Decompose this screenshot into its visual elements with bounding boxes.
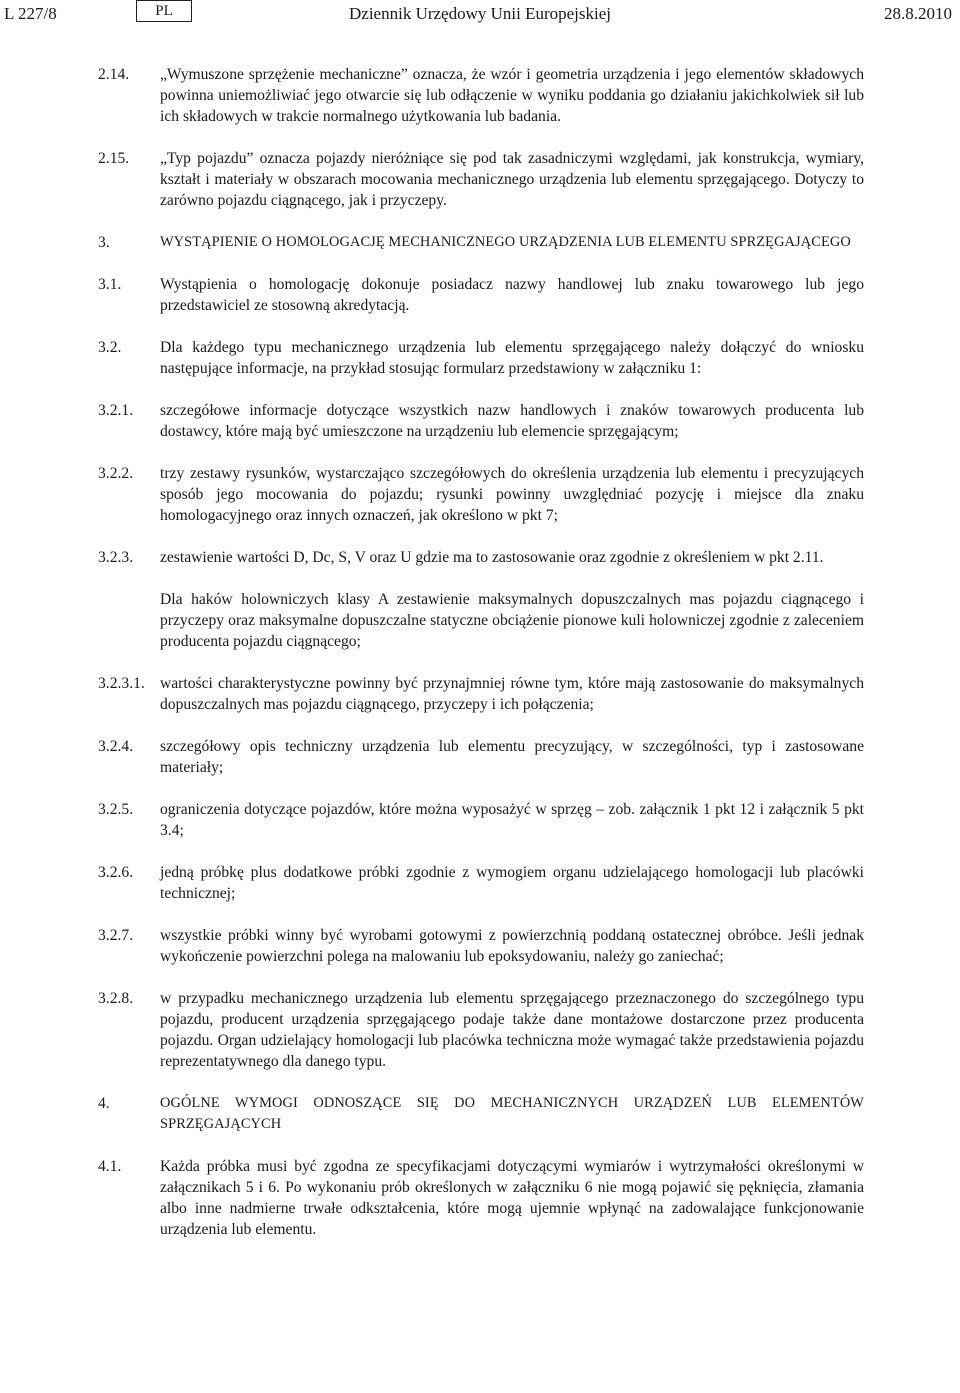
numbered-paragraph bbox=[98, 463, 864, 526]
paragraph-number: 3.2.3.1. bbox=[98, 675, 145, 692]
paragraph-number: 3. bbox=[98, 234, 110, 251]
language-box: PL bbox=[136, 0, 192, 22]
numbered-paragraph bbox=[98, 736, 864, 778]
paragraph-number: 3.2.5. bbox=[98, 801, 134, 818]
paragraph-text bbox=[160, 1093, 864, 1135]
paragraph-number: 3.2. bbox=[98, 339, 122, 356]
paragraph-number: 3.2.6. bbox=[98, 864, 134, 881]
paragraph-line: w przypadku mechanicznego urządzenia lub elementu sprzęgającego przeznaczonego do szczególnego typu pojazdu, producent urządzenia sprzęgającego podaje także dane montażowe dostarczone przez producenta pojazdu. Organ udzielający homologacji lub placówka techniczna może wymagać także przedstawienia pojazdu reprezentatywnego dla danego typu. bbox=[160, 990, 864, 1070]
paragraph-line: „Typ pojazdu” oznacza pojazdy nieróżniące się pod tak zasadniczymi względami, jak konstrukcja, wymiary, kształt i materiały w obszarach mocowania mechanicznego urządzenia lub elementu sprzęgającego. Dotyczy to zarówno pojazdu ciągnącego, jak i przyczepy. bbox=[160, 150, 864, 209]
paragraph-line: Wystąpienia o homologację dokonuje posiadacz nazwy handlowej lub znaku towarowego lub jego przedstawiciel ze stosowną akredytacją. bbox=[160, 276, 864, 314]
paragraph-text bbox=[160, 274, 864, 316]
numbered-paragraph bbox=[98, 862, 864, 904]
numbered-paragraph bbox=[98, 925, 864, 967]
paragraph-number: 3.2.2. bbox=[98, 465, 134, 482]
paragraph-text bbox=[160, 547, 864, 652]
paragraph-text bbox=[160, 337, 864, 379]
paragraph-text bbox=[160, 64, 864, 127]
paragraph-line: wszystkie próbki winny być wyrobami gotowymi z powierzchnią poddaną ostatecznej obróbce. Jeśli jednak wykończenie powierzchni polega na malowaniu lub epoksydowaniu, należy go zaniechać; bbox=[160, 927, 864, 965]
journal-title: Dziennik Urzędowy Unii Europejskiej bbox=[349, 4, 612, 23]
paragraph-text bbox=[160, 799, 864, 841]
paragraph-line: szczegółowy opis techniczny urządzenia lub elementu precyzujący, w szczególności, typ i zastosowane materiały; bbox=[160, 738, 864, 776]
page-number: L 227/8 bbox=[4, 4, 57, 23]
paragraph-number: 3.2.4. bbox=[98, 738, 134, 755]
paragraph-text bbox=[160, 862, 864, 904]
numbered-paragraph bbox=[98, 988, 864, 1072]
paragraph-text bbox=[160, 673, 864, 715]
paragraph-line: Dla haków holowniczych klasy A zestawienie maksymalnych dopuszczalnych mas pojazdu ciągnącego i przyczepy oraz maksymalne dopuszczalne statyczne obciążenie pionowe kuli holowniczej zgodnie z zaleceniem producenta pojazdu ciągnącego; bbox=[160, 591, 864, 650]
paragraph-text bbox=[160, 1156, 864, 1240]
paragraph-line: szczegółowe informacje dotyczące wszystkich nazw handlowych i znaków towarowych producenta lub dostawcy, które mają być umieszczone na urządzeniu lub elemencie sprzęgającym; bbox=[160, 402, 864, 440]
numbered-paragraph bbox=[98, 547, 864, 652]
numbered-paragraph bbox=[98, 1156, 864, 1240]
paragraph-line: WYSTĄPIENIE O HOMOLOGACJĘ MECHANICZNEGO URZĄDZENIA LUB ELEMENTU SPRZĘGAJĄCEGO bbox=[160, 234, 851, 250]
paragraph-line: trzy zestawy rysunków, wystarczająco szczegółowych do określenia urządzenia lub elementu i precyzujących sposób jego mocowania do pojazdu; rysunki powinny uwzględniać pozycję i miejsce dla znaku homologacyjnego oraz innych oznaczeń, jak określono w pkt 7; bbox=[160, 465, 864, 524]
paragraph-line: Każda próbka musi być zgodna ze specyfikacjami dotyczącymi wymiarów i wytrzymałości określonymi w załącznikach 5 i 6. Po wykonaniu prób określonych w załączniku 6 nie mogą pojawić się pęknięcia, złamania albo inne nadmierne trwałe odkształcenia, które mogą ujemnie wpłynąć na zadowalające funkcjonowanie urządzenia lub elementu. bbox=[160, 1158, 864, 1238]
numbered-paragraph bbox=[98, 274, 864, 316]
paragraph-text bbox=[160, 148, 864, 211]
paragraph-number: 2.15. bbox=[98, 150, 130, 167]
numbered-paragraph bbox=[98, 64, 864, 127]
paragraph-number: 3.2.7. bbox=[98, 927, 134, 944]
paragraph-text bbox=[160, 925, 864, 967]
paragraph-line: zestawienie wartości D, Dc, S, V oraz U gdzie ma to zastosowanie oraz zgodnie z określeniem w pkt 2.11. bbox=[160, 549, 824, 566]
paragraph-number: 3.2.1. bbox=[98, 402, 134, 419]
paragraph-line: OGÓLNE WYMOGI ODNOSZĄCE SIĘ DO MECHANICZNYCH URZĄDZEŃ LUB ELEMENTÓW SPRZĘGAJĄCYCH bbox=[160, 1095, 864, 1132]
document-body bbox=[98, 64, 864, 1261]
paragraph-number: 4. bbox=[98, 1095, 110, 1112]
paragraph-number: 3.2.8. bbox=[98, 990, 134, 1007]
paragraph-text bbox=[160, 736, 864, 778]
section-heading bbox=[98, 232, 864, 253]
paragraph-line: jedną próbkę plus dodatkowe próbki zgodnie z wymogiem organu udzielającego homologacji lub placówki technicznej; bbox=[160, 864, 864, 902]
paragraph-text bbox=[160, 400, 864, 442]
paragraph-number: 4.1. bbox=[98, 1158, 122, 1175]
paragraph-number: 3.1. bbox=[98, 276, 122, 293]
paragraph-text bbox=[160, 232, 864, 253]
paragraph-line: „Wymuszone sprzężenie mechaniczne” oznacza, że wzór i geometria urządzenia i jego elementów składowych powinna uniemożliwiać jego otwarcie się lub odłączenie w wyniku poddania go działaniu jakichkolwiek sił lub ich składowych w trakcie normalnego użytkowania lub badania. bbox=[160, 66, 864, 125]
numbered-paragraph bbox=[98, 673, 864, 715]
paragraph-line: wartości charakterystyczne powinny być przynajmniej równe tym, które mają zastosowanie do maksymalnych dopuszczalnych mas pojazdu ciągnącego, przyczepy i ich połączenia; bbox=[160, 675, 864, 713]
section-heading bbox=[98, 1093, 864, 1135]
page-header bbox=[0, 0, 960, 30]
numbered-paragraph bbox=[98, 400, 864, 442]
paragraph-text bbox=[160, 988, 864, 1072]
paragraph-number: 2.14. bbox=[98, 66, 130, 83]
numbered-paragraph bbox=[98, 148, 864, 211]
paragraph-line: Dla każdego typu mechanicznego urządzenia lub elementu sprzęgającego należy dołączyć do wniosku następujące informacje, na przykład stosując formularz przedstawiony w załączniku 1: bbox=[160, 339, 864, 377]
publication-date: 28.8.2010 bbox=[884, 4, 952, 23]
paragraph-number: 3.2.3. bbox=[98, 549, 134, 566]
numbered-paragraph bbox=[98, 799, 864, 841]
paragraph-text bbox=[160, 463, 864, 526]
numbered-paragraph bbox=[98, 337, 864, 379]
paragraph-line: ograniczenia dotyczące pojazdów, które można wyposażyć w sprzęg – zob. załącznik 1 pkt 12 i załącznik 5 pkt 3.4; bbox=[160, 801, 864, 839]
